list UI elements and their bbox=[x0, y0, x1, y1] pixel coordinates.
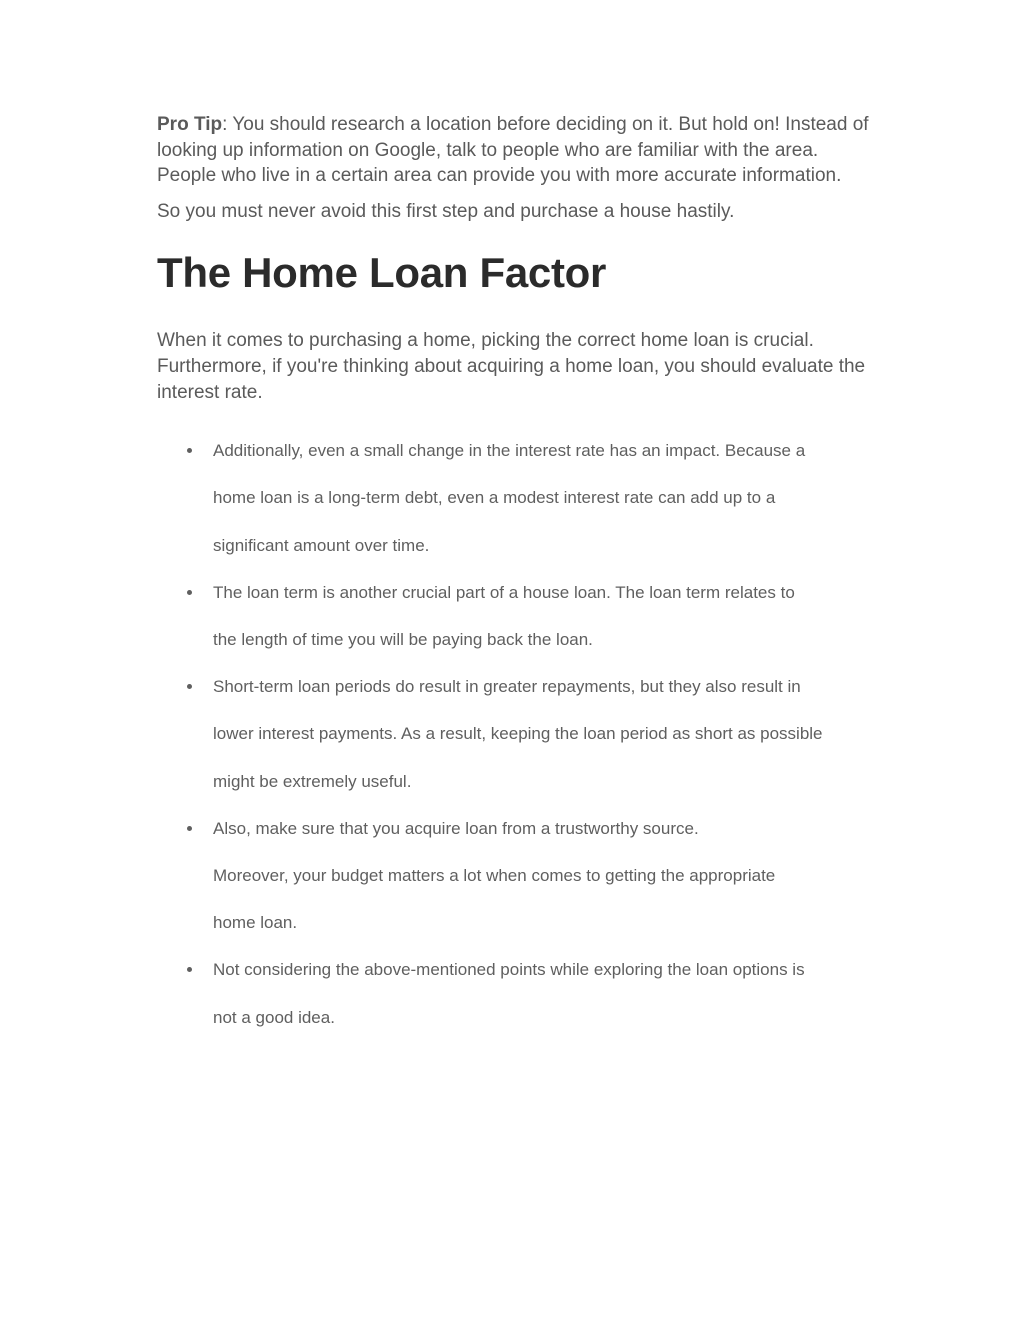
list-item-line: Short-term loan periods do result in greater repayments, but they also result in bbox=[213, 677, 801, 697]
pro-tip-paragraph bbox=[157, 112, 869, 189]
first-step-note: So you must never avoid this first step and purchase a house hastily. bbox=[157, 200, 735, 222]
pro-tip-label: Pro Tip bbox=[157, 114, 223, 135]
list-item-line: not a good idea. bbox=[213, 1007, 335, 1027]
pro-tip-text: : You should research a location before deciding on it. But hold on! Instead of looking up information on Google, talk to people who are familiar with the area. People who live in a certain area can provide you with more accurate information. bbox=[157, 114, 869, 187]
bullet-icon bbox=[187, 967, 192, 972]
section-intro: When it comes to purchasing a home, picking the correct home loan is crucial. Furthermore, if you're thinking about acquiring a home loan, you should evaluate the interest rate. bbox=[157, 330, 866, 403]
list-item bbox=[157, 946, 869, 1040]
list-item-line: Not considering the above-mentioned points while exploring the loan options is bbox=[213, 960, 805, 980]
bullet-icon bbox=[187, 448, 192, 453]
list-item-line: the length of time you will be paying back the loan. bbox=[213, 629, 593, 649]
list-item-line: home loan. bbox=[213, 913, 298, 933]
list-item bbox=[157, 427, 869, 569]
list-item-line: significant amount over time. bbox=[213, 535, 430, 555]
bullet-icon bbox=[187, 684, 192, 689]
bullet-icon bbox=[187, 826, 192, 831]
list-item-line: Additionally, even a small change in the interest rate has an impact. Because a bbox=[213, 441, 806, 461]
section-heading: The Home Loan Factor bbox=[157, 249, 607, 297]
list-item bbox=[157, 805, 869, 947]
bullet-list bbox=[157, 427, 869, 1041]
list-item-line: lower interest payments. As a result, keeping the loan period as short as possible bbox=[213, 724, 823, 744]
list-item-line: home loan is a long-term debt, even a modest interest rate can add up to a bbox=[213, 488, 776, 508]
list-item-line: Also, make sure that you acquire loan from a trustworthy source. bbox=[213, 818, 699, 838]
list-item bbox=[157, 663, 869, 805]
list-item bbox=[157, 569, 869, 663]
list-item-line: Moreover, your budget matters a lot when comes to getting the appropriate bbox=[213, 865, 776, 885]
list-item-line: The loan term is another crucial part of a house loan. The loan term relates to bbox=[213, 582, 795, 602]
document-page bbox=[157, 112, 869, 1041]
list-item-line: might be extremely useful. bbox=[213, 771, 412, 791]
bullet-icon bbox=[187, 590, 192, 595]
